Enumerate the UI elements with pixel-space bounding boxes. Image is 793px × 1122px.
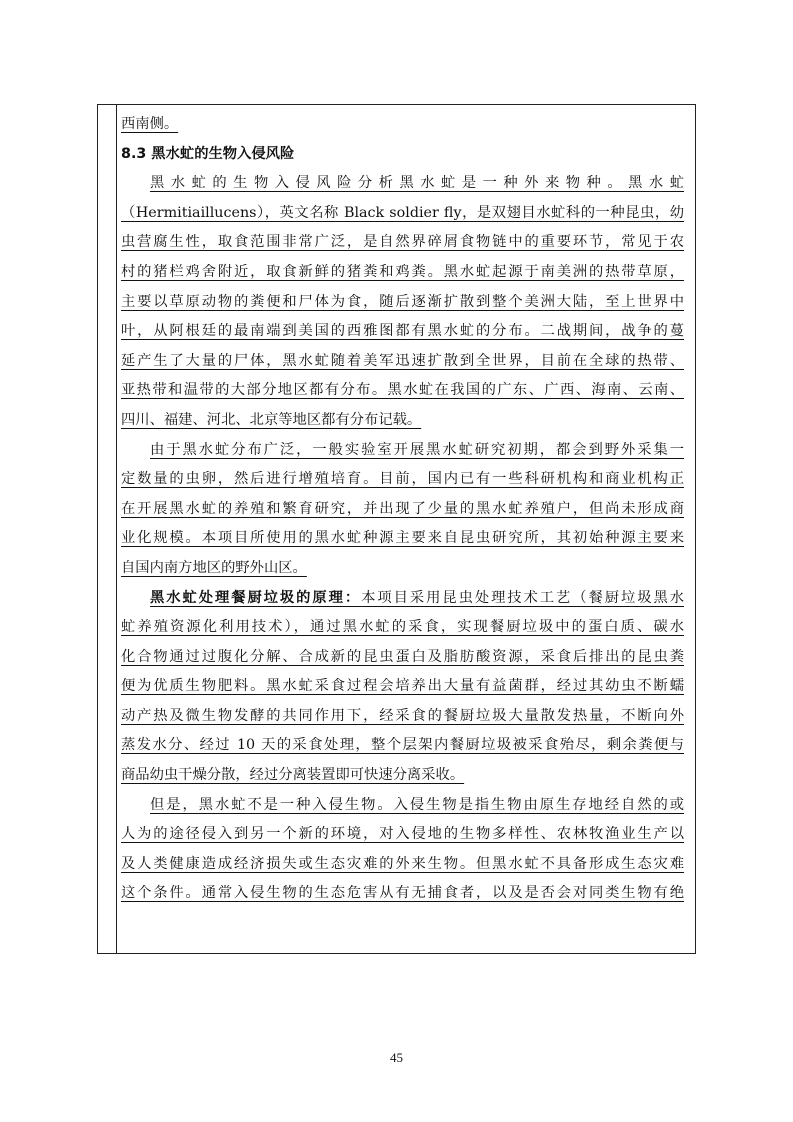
paragraph-2-line: 由于黑水虻分布广泛，一般实验室开展黑水虻研究初期，都会到野外采集一 (150, 441, 684, 458)
paragraph-2-line: 定数量的虫卵，然后进行增殖培育。目前，国内已有一些科研机构和商业机构正 (121, 471, 684, 488)
paragraph-3-line: 化合物通过过腹化分解、合成新的昆虫蛋白及脂肪酸资源，采食后排出的昆虫粪 (121, 648, 684, 665)
paragraph-4-line: 这个条件。通常入侵生物的生态危害从有无捕食者，以及是否会对同类生物有绝 (121, 885, 684, 902)
paragraph-3-line: 虻养殖资源化利用技术），通过黑水虻的采食，实现餐厨垃圾中的蛋白质、碳水 (121, 619, 684, 636)
table-inner-rule (116, 104, 117, 954)
paragraph-4-line: 及人类健康造成经济损失或生态灾难的外来生物。但黑水虻不具备形成生态灾难 (121, 855, 684, 872)
paragraph-1-line: 主要以草原动物的粪便和尸体为食，随后逐渐扩散到整个美洲大陆，至上世界中 (121, 293, 684, 310)
document-body (121, 110, 684, 909)
paragraph-1-line: （Hermitiaillucens），英文名称 Black soldier fly，是双翅目水虻科的一种昆虫，幼 (121, 204, 684, 221)
paragraph-1-line: 黑水虻的生物入侵风险分析黑水虻是一种外来物种。黑水虻 (150, 175, 684, 192)
paragraph-3-line: 蒸发水分、经过 10 天的采食处理，整个层架内餐厨垃圾被采食殆尽，剩余粪便与 (121, 737, 684, 754)
opening-line: 西南侧。 (121, 116, 179, 132)
paragraph-1-line: 延产生了大量的尸体，黑水虻随着美军迅速扩散到全世界，目前在全球的热带、 (121, 352, 684, 369)
paragraph-4-line: 人为的途径侵入到另一个新的环境，对入侵地的生物多样性、农林牧渔业生产以 (121, 826, 684, 843)
paragraph-4-line: 但是，黑水虻不是一种入侵生物。入侵生物是指生物由原生存地经自然的或 (150, 796, 684, 813)
paragraph-3-first-rest: 本项目采用昆虫处理技术工艺（餐厨垃圾黑水 (361, 589, 684, 606)
paragraph-3-lead: 黑水虻处理餐厨垃圾的原理： (150, 589, 362, 606)
paragraph-2-line: 在开展黑水虻的养殖和繁育研究，并出现了少量的黑水虻养殖户，但尚未形成商 (121, 500, 684, 517)
paragraph-1-line: 村的猪栏鸡舍附近，取食新鲜的猪粪和鸡粪。黑水虻起源于南美洲的热带草原， (121, 263, 684, 280)
paragraph-1-line: 叶，从阿根廷的最南端到美国的西雅图都有黑水虻的分布。二战期间，战争的蔓 (121, 323, 684, 340)
paragraph-3-line: 商品幼虫干燥分散，经过分离装置即可快速分离采收。 (121, 767, 465, 784)
paragraph-3-line: 便为优质生物肥料。黑水虻采食过程会培养出大量有益菌群，经过其幼虫不断蠕 (121, 678, 684, 695)
paragraph-3-line: 动产热及微生物发酵的共同作用下，经采食的餐厨垃圾大量散发热量，不断向外 (121, 707, 684, 724)
paragraph-2-line: 自国内南方地区的野外山区。 (121, 559, 307, 576)
paragraph-3-first-line (121, 584, 684, 614)
paragraph-1-line: 虫营腐生性，取食范围非常广泛，是自然界碎屑食物链中的重要环节，常见于农 (121, 234, 684, 251)
section-heading: 8.3 黑水虻的生物入侵风险 (121, 145, 295, 162)
paragraph-2-line: 业化规模。本项目所使用的黑水虻种源主要来自昆虫研究所，其初始种源主要来 (121, 530, 684, 547)
paragraph-1-line: 四川、福建、河北、北京等地区都有分布记载。 (121, 411, 422, 428)
page-number: 45 (390, 1050, 403, 1065)
paragraph-1-line: 亚热带和温带的大部分地区都有分布。黑水虻在我国的广东、广西、海南、云南、 (121, 382, 684, 399)
